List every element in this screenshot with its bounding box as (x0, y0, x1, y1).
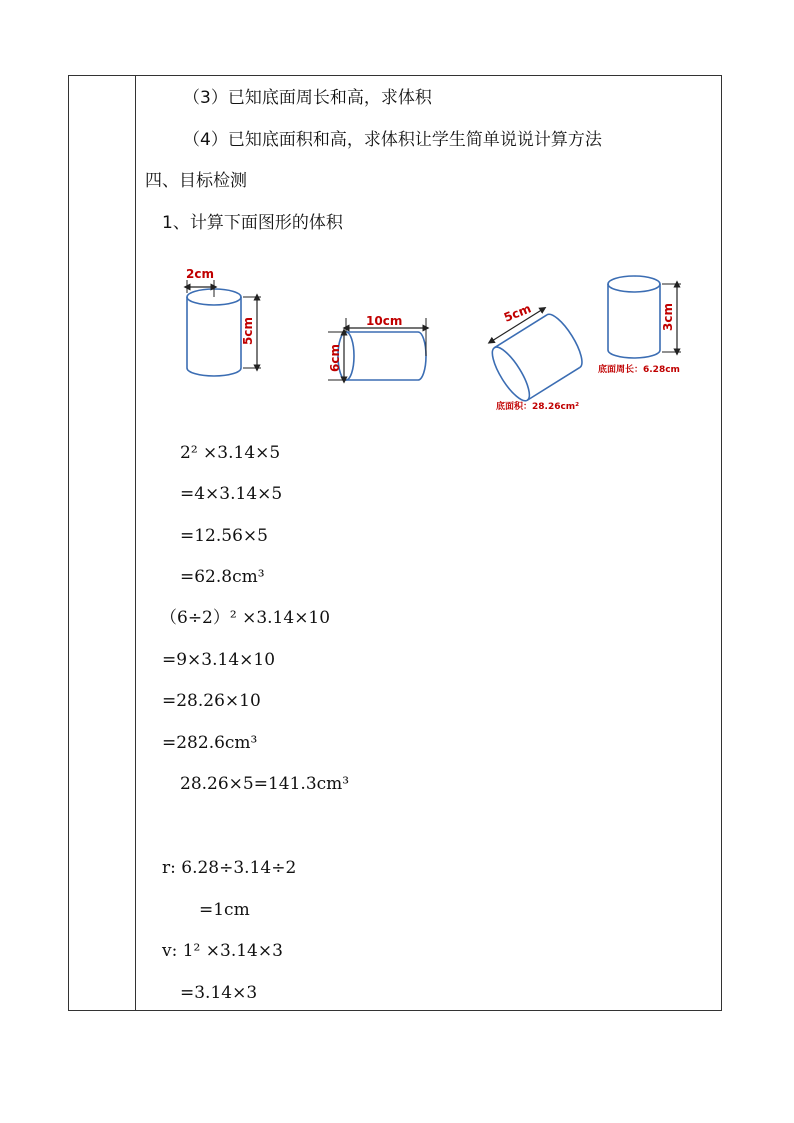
calc-line: =28.26×10 (162, 691, 261, 711)
calc-line: （6÷2）² ×3.14×10 (160, 608, 331, 628)
calc-line: r: 6.28÷3.14÷2 (162, 858, 297, 878)
calc-line: 2² ×3.14×5 (180, 443, 281, 463)
fig1-width-label: 2cm (186, 267, 214, 281)
fig3-base-label: 底面积：28.26cm² (496, 402, 580, 412)
calc-line: v: 1² ×3.14×3 (162, 941, 283, 961)
cylinder-figure-4 (598, 276, 681, 375)
cylinder-figure-3 (482, 301, 588, 412)
calc-line: 28.26×5=141.3cm³ (180, 774, 350, 794)
calc-line: =12.56×5 (180, 526, 268, 546)
fig1-height-label: 5cm (241, 317, 255, 345)
calc-line: =62.8cm³ (180, 567, 265, 587)
calc-line: =1cm (199, 900, 250, 920)
fig4-height-label: 3cm (661, 303, 675, 331)
fig2-height-label: 6cm (328, 344, 342, 372)
cylinder-figures (0, 0, 794, 440)
text-line: （3）已知底面周长和高，求体积 (183, 88, 432, 108)
cylinder-figure-1 (186, 267, 261, 376)
fig2-length-label: 10cm (366, 314, 403, 328)
question-title: 1、计算下面图形的体积 (162, 213, 343, 233)
text-line: （4）已知底面积和高，求体积让学生简单说说计算方法 (183, 130, 602, 150)
section-heading: 四、目标检测 (145, 171, 247, 191)
calc-line: =282.6cm³ (162, 733, 258, 753)
calc-line: =9×3.14×10 (162, 650, 276, 670)
fig3-length-label: 5cm (501, 301, 534, 325)
fig4-base-label: 底面周长：6.28cm (598, 365, 680, 375)
calc-line: =4×3.14×5 (180, 484, 283, 504)
calc-line: =3.14×3 (180, 983, 258, 1003)
cylinder-figure-2 (328, 314, 426, 380)
